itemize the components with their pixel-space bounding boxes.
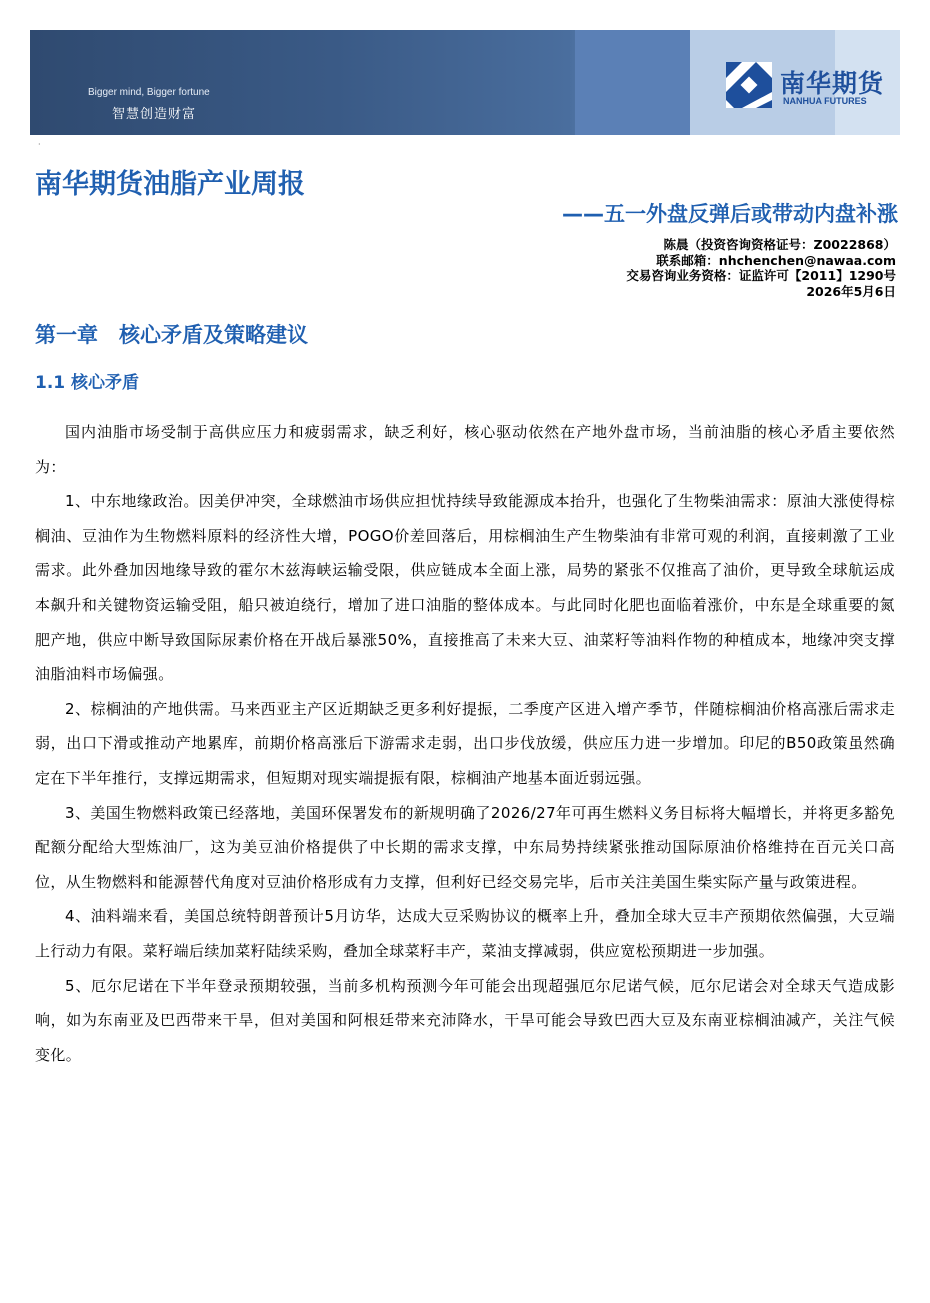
body-paragraph: 2、棕榈油的产地供需。马来西亚主产区近期缺乏更多利好提振，二季度产区进入增产季节，伴随棕榈油价格高涨后需求走弱，出口下滑或推动产地累库，前期价格高涨后下游需求走弱，出口步伐放缓，供应压力进一步增加。印尼的B50政策虽然确定在下半年推行，支撑远期需求，但短期对现实端提振有限，棕榈油产地基本面近弱远强。 (35, 699, 895, 787)
nanhua-logo-icon (726, 62, 772, 108)
logo-text-english: NANHUA FUTURES (783, 96, 867, 106)
body-paragraph: 3、美国生物燃料政策已经落地，美国环保署发布的新规明确了2026/27年可再生燃料义务目标将大幅增长，并将更多豁免配额分配给大型炼油厂，这为美豆油价格提供了中长期的需求支撑，中东局势持续紧张推动国际原油价格维持在百元关口高位，从生物燃料和能源替代角度对豆油价格形成有力支撑，但利好已经交易完毕，后市关注美国生柴实际产量与政策进程。 (35, 803, 895, 891)
author-email: 联系邮箱：nhchenchen@nawaa.com (656, 252, 896, 268)
logo-text-chinese: 南华期货 (780, 69, 885, 98)
banner-panel (575, 30, 690, 135)
report-title: 南华期货油脂产业周报 (35, 169, 305, 200)
body-paragraph: 4、油料端来看，美国总统特朗普预计5月访华，达成大豆采购协议的概率上升，叠加全球大豆丰产预期依然偏强，大豆端上行动力有限。菜籽端后续加菜籽陆续采购，叠加全球菜籽丰产，菜油支撑减弱，供应宽松预期进一步加强。 (35, 907, 895, 960)
chapter-title: 第一章 核心矛盾及策略建议 (35, 323, 308, 347)
license-info: 交易咨询业务资格：证监许可【2011】1290号 (626, 268, 896, 283)
slogan-chinese: 智慧创造财富 (112, 107, 197, 122)
body-paragraph: 国内油脂市场受制于高供应压力和疲弱需求，缺乏利好，核心驱动依然在产地外盘市场，当前油脂的核心矛盾主要依然为： (35, 423, 895, 476)
author-name: 陈晨（投资咨询资格证号：Z0022868） (663, 237, 896, 252)
author-info (626, 237, 896, 299)
body-paragraph: 5、厄尔尼诺在下半年登录预期较强，当前多机构预测今年可能会出现超强厄尔尼诺气候，厄尔尼诺会对全球天气造成影响，如为东南亚及巴西带来干旱，但对美国和阿根廷带来充沛降水，干旱可能会导致巴西大豆及东南亚棕榈油减产，关注气候变化。 (35, 976, 895, 1064)
section-title: 1.1 核心矛盾 (35, 373, 140, 393)
slogan-english: Bigger mind, Bigger fortune (88, 87, 210, 98)
report-body (35, 415, 895, 1072)
body-paragraph: 1、中东地缘政治。因美伊冲突，全球燃油市场供应担忧持续导致能源成本抬升，也强化了生物柴油需求：原油大涨使得棕榈油、豆油作为生物燃料原料的经济性大增，POGO价差回落后，用棕榈油生产生物柴油有非常可观的利润，直接刺激了工业需求。此外叠加因地缘导致的霍尔木兹海峡运输受限，供应链成本全面上涨，局势的紧张不仅推高了油价，更导致全球航运成本飙升和关键物资运输受阻，船只被迫绕行，增加了进口油脂的整体成本。与此同时化肥也面临着涨价，中东是全球重要的氮肥产地，供应中断导致国际尿素价格在开战后暴涨50%，直接推高了未来大豆、油菜籽等油料作物的种植成本，地缘冲突支撑油脂油料市场偏强。 (35, 492, 895, 684)
report-subtitle: ——五一外盘反弹后或带动内盘补涨 (562, 202, 898, 226)
report-date: 2026年5月6日 (806, 283, 896, 299)
header-banner (30, 30, 900, 135)
page-marker: · (38, 140, 41, 149)
